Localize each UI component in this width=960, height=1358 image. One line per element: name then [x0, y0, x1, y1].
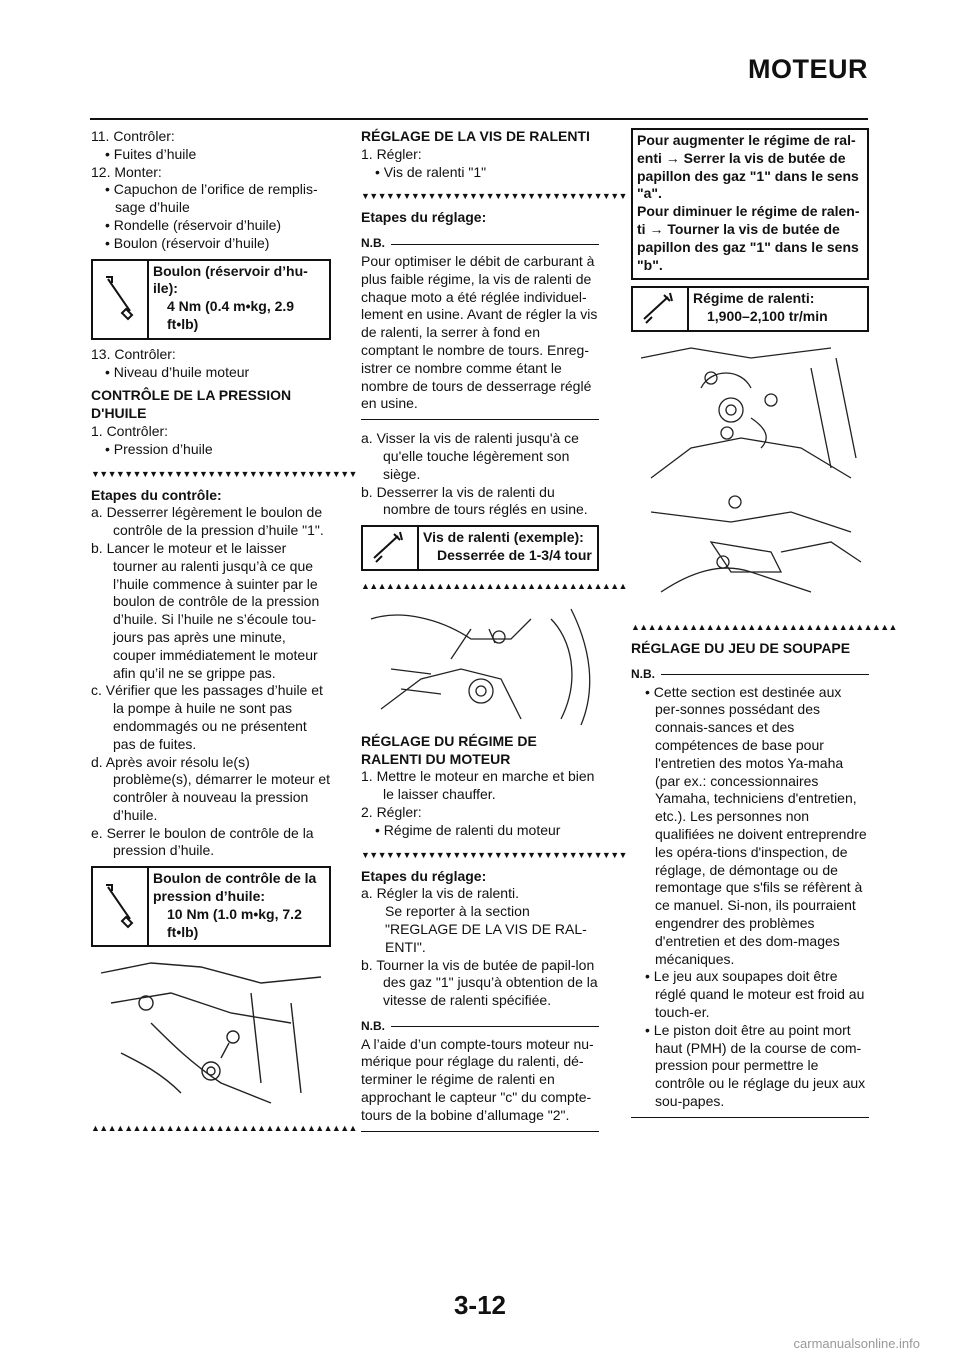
steps-title: Etapes du contrôle:: [91, 486, 222, 503]
note-label: N.B.: [361, 236, 385, 251]
column-3: [631, 128, 897, 1128]
spec-box-idle-screw: [361, 525, 599, 571]
steps-title: Etapes du réglage:: [361, 209, 487, 226]
column-2: [361, 128, 627, 1142]
note-bullet-1: • Cette section est destinée aux per-sonnes possédant des connais-sances et des compétences de base pour l'entretien des motos Ya-maha (par ex.: concessionnaires Yamaha, techniciens d'entretien, etc.). Les personnes non qualifiées ne doivent entreprendre les opéra-tions d'inspection, de réglage, de démontage ou de remontage que s'fils se réfèrent à ce manuel. Si-non, ils pourraient engendrer des problèmes d'entretien et des dom-mages mécaniques.: [631, 684, 869, 969]
screwdriver-icon: [363, 527, 419, 569]
spec-box-idle-speed: [631, 286, 869, 332]
steps-end-divider: ▲▲▲▲▲▲▲▲▲▲▲▲▲▲▲▲▲▲▲▲▲▲▲▲▲▲▲▲▲▲▲▲: [361, 580, 627, 591]
spec-title: Régime de ralenti:: [693, 290, 815, 307]
step-b: b. Tourner la vis de butée de papil-lon des gaz "1" jusqu’à obtention de la vitesse de ralenti spécifiée.: [361, 956, 598, 1009]
bullet-oil-leak: • Fuites d’huile: [91, 146, 331, 164]
throttle-stop-screw-illustration: [631, 338, 869, 488]
spec-value: Desserrée de 1-3/4 tour: [437, 546, 592, 563]
bullet-oil-pressure: • Pression d’huile: [91, 441, 331, 459]
section-heading-idle-speed: RÉGLAGE DU RÉGIME DE RALENTI DU MOTEUR: [361, 732, 537, 767]
step-1: 1. Contrôler:: [91, 422, 169, 439]
note-label: N.B.: [361, 1018, 385, 1033]
steps-title: Etapes du réglage:: [361, 867, 487, 884]
torque-wrench-icon: [93, 868, 149, 945]
note-text: Pour optimiser le débit de carburant à plus faible régime, la vis de ralenti de chaque moto a été réglée individuel-lement en usine. Avant de régler la vis de ralenti, la serrer à fond en comptant le nombre de tours. Enreg-istrer ce nombre comme étant le nombre de tours de desserrage réglé en usine.: [361, 252, 598, 412]
spec-value: 4 Nm (0.4 m•kg, 2.9 ft•lb): [167, 298, 295, 332]
note-label: N.B.: [631, 666, 655, 681]
step-1: 1. Régler:: [361, 145, 422, 162]
bullet-idle-speed: • Régime de ralenti du moteur: [361, 822, 599, 840]
instruction-decrease: Pour diminuer le régime de ralen-ti → Tourner la vis de butée de papillon des gaz "1" dans le sens "b".: [637, 203, 860, 273]
instruction-increase: Pour augmenter le régime de ral-enti → Serrer la vis de butée de papillon des gaz "1" dans le sens "a".: [637, 132, 859, 202]
note-bullet-2: • Le jeu aux soupapes doit être réglé quand le moteur est froid au touch-er.: [631, 968, 869, 1021]
screwdriver-icon: [633, 288, 689, 330]
section-heading-idle-screw: RÉGLAGE DE LA VIS DE RALENTI: [361, 128, 590, 144]
step-b: b. Desserrer la vis de ralenti du nombre de tours réglés en usine.: [361, 483, 588, 518]
page-header-title: MOTEUR: [748, 54, 868, 84]
step-c: c. Vérifier que les passages d’huile et la pompe à huile ne sont pas endommagés ou ne présentent pas de fuites.: [91, 682, 323, 752]
spec-box-tank-bolt: [91, 259, 331, 340]
steps-start-divider: ▼▼▼▼▼▼▼▼▼▼▼▼▼▼▼▼▼▼▼▼▼▼▼▼▼▼▼▼▼▼▼▼: [361, 191, 627, 202]
column-1: [91, 128, 357, 1141]
spec-value: 1,900–2,100 tr/min: [707, 308, 828, 325]
steps-start-divider: ▼▼▼▼▼▼▼▼▼▼▼▼▼▼▼▼▼▼▼▼▼▼▼▼▼▼▼▼▼▼▼▼: [91, 468, 357, 479]
note-text: A l’aide d’un compte-tours moteur nu-mérique pour réglage du ralenti, dé-terminer le régime de ralenti en approchant le capteur "c" du compte-tours de la bobine d’allumage "2".: [361, 1035, 594, 1123]
note-block: [631, 666, 869, 1118]
bullet-idle-screw: • Vis de ralenti "1": [361, 164, 599, 182]
bullet-bolt: • Boulon (réservoir d’huile): [91, 235, 331, 253]
steps-end-divider: ▲▲▲▲▲▲▲▲▲▲▲▲▲▲▲▲▲▲▲▲▲▲▲▲▲▲▲▲▲▲▲▲: [91, 1123, 357, 1134]
step-a: a. Desserrer légèrement le boulon de contrôle de la pression d’huile "1".: [91, 504, 324, 539]
step-a: a. Visser la vis de ralenti jusqu'à ce qu'elle touche légèrement son siège.: [361, 430, 579, 482]
spec-value: 10 Nm (1.0 m•kg, 7.2 ft•lb): [167, 905, 302, 940]
step-12: 12. Monter:: [91, 163, 162, 180]
bullet-oil-level: • Niveau d’huile moteur: [91, 364, 331, 382]
step-a: a. Régler la vis de ralenti.: [361, 885, 519, 902]
step-a-detail: Se reporter à la section "REGLAGE DE LA VIS DE RAL-ENTI".: [385, 903, 587, 955]
spec-title: Boulon de contrôle de la pression d’huile:: [153, 870, 317, 905]
step-1: 1. Mettre le moteur en marche et bien le laisser chauffer.: [361, 768, 595, 803]
spec-title: Boulon (réservoir d’hu-ile):: [153, 262, 308, 297]
instruction-box: [631, 128, 869, 280]
section-heading-valve-clearance: RÉGLAGE DU JEU DE SOUPAPE: [631, 639, 851, 656]
step-2: 2. Régler:: [361, 803, 422, 820]
watermark: carmanualsonline.info: [793, 1336, 920, 1351]
header-rule: [90, 118, 868, 120]
note-bullet-3: • Le piston doit être au point mort haut (PMH) de la course de com-pression pour permettre le contrôle ou le réglage du jeux aux sou-papes.: [631, 1022, 869, 1111]
bullet-oil-cap: • Capuchon de l’orifice de remplis-sage d’huile: [91, 181, 331, 217]
step-13: 13. Contrôler:: [91, 345, 176, 362]
step-e: e. Serrer le boulon de contrôle de la pression d’huile.: [91, 824, 314, 859]
torque-wrench-icon: [93, 261, 149, 338]
engine-illustration: [91, 953, 331, 1113]
section-heading-oil-pressure: CONTRÔLE DE LA PRESSION D'HUILE: [91, 387, 292, 422]
tachometer-probe-illustration: [631, 492, 869, 612]
step-11: 11. Contrôler:: [91, 128, 175, 144]
note-block: [361, 235, 599, 420]
note-block: [361, 1018, 599, 1132]
idle-screw-illustration: [361, 599, 599, 729]
bullet-washer: • Rondelle (réservoir d’huile): [91, 217, 331, 235]
page-number: 3-12: [453, 1290, 507, 1320]
steps-end-divider: ▲▲▲▲▲▲▲▲▲▲▲▲▲▲▲▲▲▲▲▲▲▲▲▲▲▲▲▲▲▲▲▲: [631, 621, 897, 632]
step-d: d. Après avoir résolu le(s) problème(s), démarrer le moteur et contrôler à nouveau la pression d’huile.: [91, 753, 331, 823]
spec-title: Vis de ralenti (exemple):: [423, 529, 584, 546]
steps-start-divider: ▼▼▼▼▼▼▼▼▼▼▼▼▼▼▼▼▼▼▼▼▼▼▼▼▼▼▼▼▼▼▼▼: [361, 849, 627, 860]
spec-box-pressure-bolt: [91, 866, 331, 947]
step-b: b. Lancer le moteur et le laisser tourner au ralenti jusqu’à ce que l’huile commence à suinter par le boulon de contrôle de la pression d’huile. Si l’huile ne s’écoule tou-jours pas après une minute, couper immédiatement le moteur afin qu’il ne se grippe pas.: [91, 539, 320, 681]
